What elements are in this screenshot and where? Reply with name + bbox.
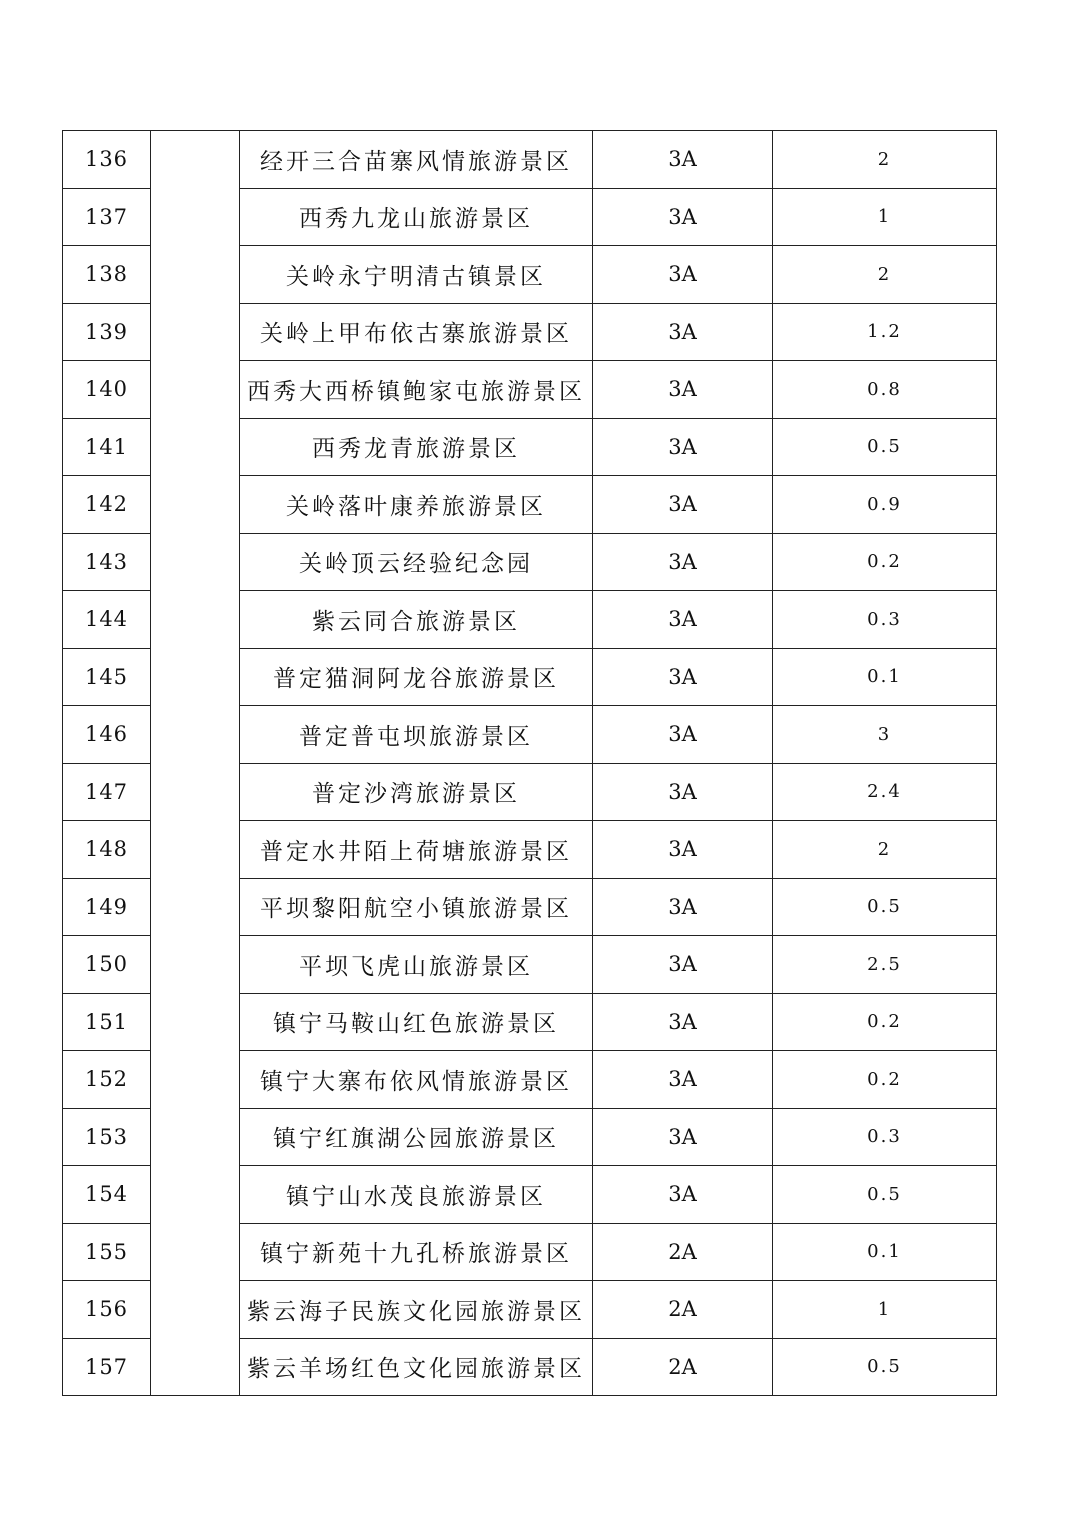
table-body (63, 131, 997, 1396)
row-number-cell: 153 (63, 1108, 151, 1166)
value-cell: 0.1 (773, 1223, 997, 1281)
value-cell: 1 (773, 1281, 997, 1339)
level-cell: 3A (593, 1051, 773, 1109)
row-number-cell: 148 (63, 821, 151, 879)
level-cell: 3A (593, 993, 773, 1051)
value-cell: 0.3 (773, 1108, 997, 1166)
scenic-name-cell: 镇宁红旗湖公园旅游景区 (240, 1108, 593, 1166)
level-cell: 3A (593, 763, 773, 821)
level-cell: 3A (593, 303, 773, 361)
scenic-name-cell: 平坝黎阳航空小镇旅游景区 (240, 878, 593, 936)
value-cell: 2 (773, 131, 997, 189)
scenic-name-cell: 普定猫洞阿龙谷旅游景区 (240, 648, 593, 706)
level-cell: 3A (593, 361, 773, 419)
scenic-name-cell: 镇宁新苑十九孔桥旅游景区 (240, 1223, 593, 1281)
value-cell: 2 (773, 246, 997, 304)
row-number-cell: 157 (63, 1338, 151, 1396)
level-cell: 3A (593, 706, 773, 764)
row-number-cell: 152 (63, 1051, 151, 1109)
value-cell: 1.2 (773, 303, 997, 361)
row-number-cell: 136 (63, 131, 151, 189)
scenic-name-cell: 镇宁马鞍山红色旅游景区 (240, 993, 593, 1051)
value-cell: 2.5 (773, 936, 997, 994)
value-cell: 0.2 (773, 993, 997, 1051)
value-cell: 2 (773, 821, 997, 879)
value-cell: 1 (773, 188, 997, 246)
row-number-cell: 154 (63, 1166, 151, 1224)
row-number-cell: 151 (63, 993, 151, 1051)
level-cell: 3A (593, 476, 773, 534)
table-row (63, 131, 997, 189)
scenic-name-cell: 平坝飞虎山旅游景区 (240, 936, 593, 994)
scenic-name-cell: 关岭落叶康养旅游景区 (240, 476, 593, 534)
scenic-name-cell: 普定水井陌上荷塘旅游景区 (240, 821, 593, 879)
level-cell: 3A (593, 936, 773, 994)
scenic-name-cell: 镇宁山水茂良旅游景区 (240, 1166, 593, 1224)
row-number-cell: 141 (63, 418, 151, 476)
row-number-cell: 156 (63, 1281, 151, 1339)
value-cell: 0.5 (773, 1166, 997, 1224)
level-cell: 3A (593, 246, 773, 304)
level-cell: 2A (593, 1223, 773, 1281)
scenic-name-cell: 西秀龙青旅游景区 (240, 418, 593, 476)
row-number-cell: 143 (63, 533, 151, 591)
level-cell: 3A (593, 1108, 773, 1166)
row-number-cell: 139 (63, 303, 151, 361)
scenic-name-cell: 关岭上甲布依古寨旅游景区 (240, 303, 593, 361)
value-cell: 3 (773, 706, 997, 764)
row-number-cell: 146 (63, 706, 151, 764)
level-cell: 3A (593, 418, 773, 476)
row-number-cell: 149 (63, 878, 151, 936)
scenic-name-cell: 经开三合苗寨风情旅游景区 (240, 131, 593, 189)
row-number-cell: 137 (63, 188, 151, 246)
value-cell: 2.4 (773, 763, 997, 821)
scenic-name-cell: 镇宁大寨布依风情旅游景区 (240, 1051, 593, 1109)
value-cell: 0.3 (773, 591, 997, 649)
scenic-name-cell: 普定普屯坝旅游景区 (240, 706, 593, 764)
merged-blank-cell (151, 131, 240, 1396)
value-cell: 0.2 (773, 1051, 997, 1109)
value-cell: 0.5 (773, 878, 997, 936)
level-cell: 3A (593, 821, 773, 879)
row-number-cell: 138 (63, 246, 151, 304)
value-cell: 0.2 (773, 533, 997, 591)
value-cell: 0.5 (773, 418, 997, 476)
value-cell: 0.5 (773, 1338, 997, 1396)
level-cell: 3A (593, 533, 773, 591)
value-cell: 0.9 (773, 476, 997, 534)
scenic-area-table (62, 130, 997, 1396)
scenic-name-cell: 紫云海子民族文化园旅游景区 (240, 1281, 593, 1339)
level-cell: 3A (593, 591, 773, 649)
row-number-cell: 145 (63, 648, 151, 706)
value-cell: 0.8 (773, 361, 997, 419)
row-number-cell: 142 (63, 476, 151, 534)
scenic-name-cell: 关岭顶云经验纪念园 (240, 533, 593, 591)
level-cell: 3A (593, 878, 773, 936)
level-cell: 3A (593, 648, 773, 706)
level-cell: 3A (593, 131, 773, 189)
scenic-name-cell: 西秀大西桥镇鲍家屯旅游景区 (240, 361, 593, 419)
row-number-cell: 144 (63, 591, 151, 649)
row-number-cell: 140 (63, 361, 151, 419)
value-cell: 0.1 (773, 648, 997, 706)
scenic-name-cell: 关岭永宁明清古镇景区 (240, 246, 593, 304)
row-number-cell: 147 (63, 763, 151, 821)
row-number-cell: 155 (63, 1223, 151, 1281)
level-cell: 3A (593, 188, 773, 246)
level-cell: 3A (593, 1166, 773, 1224)
scenic-name-cell: 紫云羊场红色文化园旅游景区 (240, 1338, 593, 1396)
scenic-name-cell: 普定沙湾旅游景区 (240, 763, 593, 821)
scenic-name-cell: 紫云同合旅游景区 (240, 591, 593, 649)
level-cell: 2A (593, 1281, 773, 1339)
row-number-cell: 150 (63, 936, 151, 994)
scenic-name-cell: 西秀九龙山旅游景区 (240, 188, 593, 246)
level-cell: 2A (593, 1338, 773, 1396)
